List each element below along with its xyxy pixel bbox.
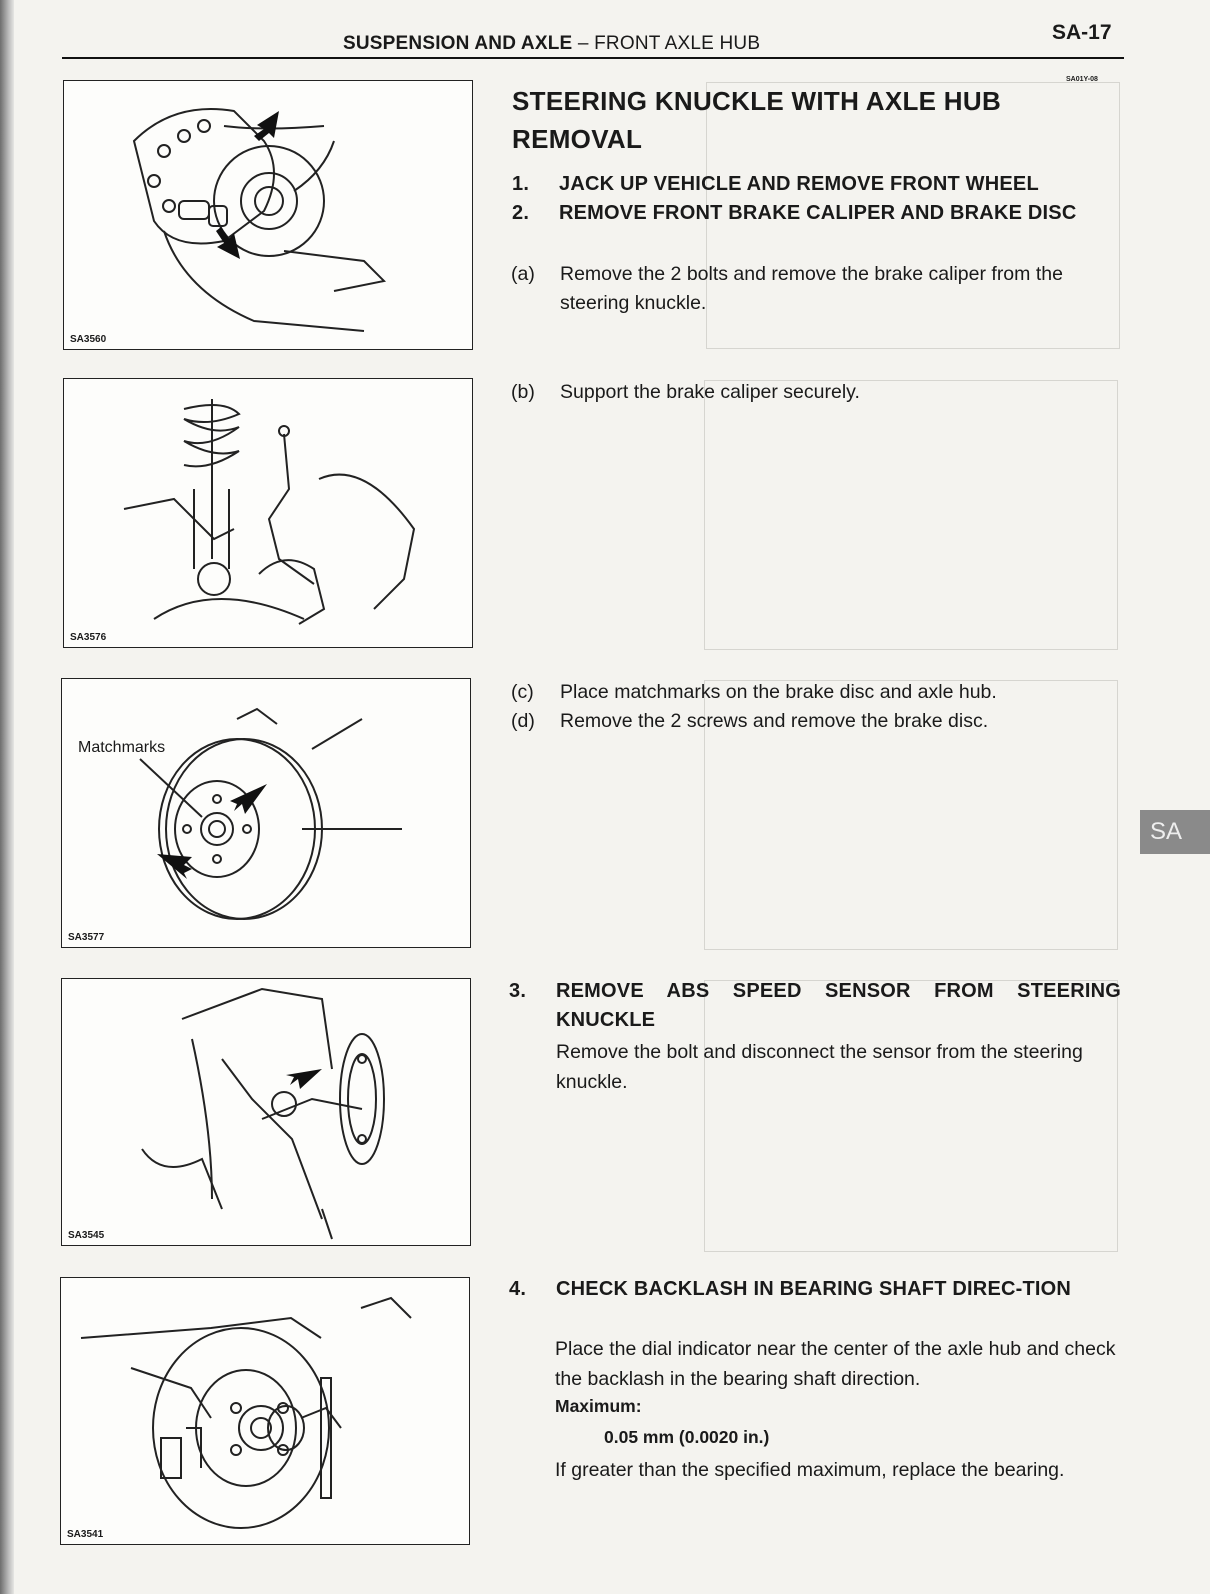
substep-tag: (b)	[511, 381, 535, 403]
dial-indicator-illustration	[61, 1278, 471, 1546]
header-dash: –	[577, 33, 589, 54]
step-text: JACK UP VEHICLE AND REMOVE FRONT WHEEL	[559, 173, 1039, 195]
figure-label: SA3576	[70, 632, 107, 643]
header-rule	[62, 57, 1124, 59]
figure-abs-sensor	[61, 978, 471, 1246]
substep-b	[511, 378, 1131, 408]
section-title: STEERING KNUCKLE WITH AXLE HUB REMOVAL	[512, 86, 1002, 154]
spec-label: Maximum:	[555, 1396, 642, 1416]
header-subsection: FRONT AXLE HUB	[594, 33, 761, 54]
header-section: SUSPENSION AND AXLE	[343, 33, 573, 54]
substep-a	[511, 260, 1131, 320]
substep-text: Place matchmarks on the brake disc and axle hub.	[560, 681, 997, 703]
figure-support-caliper	[63, 378, 473, 648]
step-4-body-2: If greater than the specified maximum, replace the bearing.	[555, 1459, 1065, 1481]
figure-label: SA3560	[70, 334, 107, 345]
substep-text: Remove the 2 screws and remove the brake disc.	[560, 710, 989, 732]
substep-tag: (d)	[511, 710, 535, 732]
spec-value: 0.05 mm (0.0020 in.)	[604, 1427, 770, 1447]
book-binding-edge	[0, 0, 14, 1594]
step-text: CHECK BACKLASH IN BEARING SHAFT DIREC-TION	[556, 1278, 1072, 1300]
substep-tag: (a)	[511, 263, 535, 285]
step-1	[512, 170, 1132, 200]
substep-c	[511, 678, 1131, 708]
step-2	[512, 199, 1132, 259]
substep-text: Support the brake caliper securely.	[560, 381, 860, 403]
step-number: 3.	[509, 980, 527, 1002]
figure-brake-caliper	[63, 80, 473, 350]
step-number: 4.	[509, 1278, 527, 1300]
figure-label: SA3545	[68, 1230, 105, 1241]
substep-text: Remove the 2 bolts and remove the brake caliper from the steering knuckle.	[560, 263, 1063, 314]
step-text: REMOVE FRONT BRAKE CALIPER AND BRAKE DISC	[559, 202, 1077, 224]
step-3-body: Remove the bolt and disconnect the sensor from the steering knuckle.	[556, 1041, 1083, 1093]
figure-dial-indicator	[60, 1277, 470, 1545]
step-4-body: Place the dial indicator near the center of the axle hub and check the backlash in the bearing shaft direction.	[555, 1338, 1116, 1390]
step-number: 1.	[512, 173, 530, 195]
substep-tag: (c)	[511, 681, 534, 703]
doc-code: SA01Y-08	[1066, 76, 1098, 83]
bleed-through-box	[704, 380, 1118, 650]
step-3	[509, 977, 1129, 1037]
figure-callout-matchmarks: Matchmarks	[78, 739, 166, 756]
section-tab-marker: SA	[1140, 810, 1210, 854]
brake-caliper-illustration	[64, 81, 474, 351]
figure-label: SA3577	[68, 932, 105, 943]
header-title	[343, 33, 760, 55]
figure-label: SA3541	[67, 1529, 104, 1540]
step-number: 2.	[512, 202, 530, 224]
caliper-support-illustration	[64, 379, 474, 649]
figure-brake-disc	[61, 678, 471, 948]
abs-sensor-illustration	[62, 979, 472, 1247]
substep-d	[511, 707, 1131, 737]
step-text: REMOVE ABS SPEED SENSOR FROM STEERING KNUCKLE	[556, 980, 1121, 1031]
step-4	[509, 1275, 1129, 1335]
page-number: SA-17	[1052, 21, 1112, 44]
